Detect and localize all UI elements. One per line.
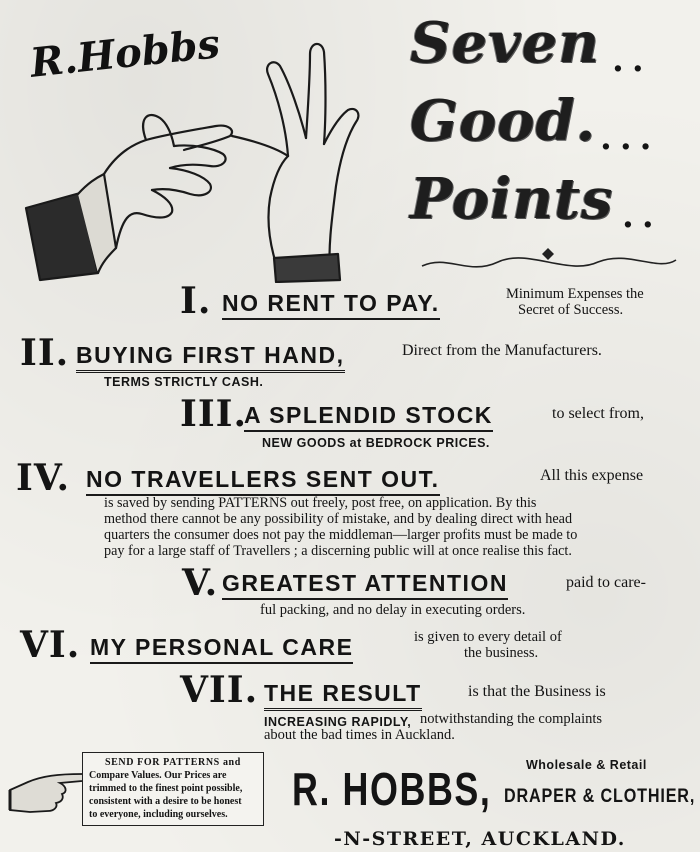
point-1-heading: NO RENT TO PAY. [222,290,440,320]
point-4-side: All this expense [540,467,644,484]
title-seven: Seven [410,10,600,76]
point-7-numeral: VII. [180,669,259,711]
title-points: Points [410,166,614,232]
point-2-sub: TERMS STRICTLY CASH. [104,375,264,389]
point-2-heading: BUYING FIRST HAND, [76,342,345,373]
point-6-numeral: VI. [20,624,81,666]
signature: R.Hobbs [28,20,223,87]
point-7-heading: THE RESULT [264,680,422,711]
point-4-heading: NO TRAVELLERS SENT OUT. [86,466,440,496]
point-1-side-line2: Secret of Success. [518,302,624,318]
point-3-side: to select from, [552,405,644,422]
point-7-sub1b: notwithstanding the complaints [420,711,603,727]
point-3-sub: NEW GOODS at BEDROCK PRICES. [262,436,490,450]
footer-business-name: R. HOBBS, [292,763,492,815]
box-line-4: consistent with a desire to be honest [89,796,242,807]
title-flourish [418,248,680,278]
point-4-numeral: IV. [16,457,71,499]
point-4-body-line3: quarters the consumer does not pay the middleman—larger profits must be made to [104,527,578,543]
point-5-sub: ful packing, and no delay in executing orders. [260,602,526,618]
point-4-body-line1: is saved by sending PATTERNS out freely, post free, on application. By this [104,495,537,511]
send-for-patterns-box [82,752,264,826]
point-2-numeral: II. [20,332,70,374]
footer-trade: DRAPER & CLOTHIER, [504,786,696,807]
point-5-heading: GREATEST ATTENTION [222,570,508,600]
point-6-side-line1: is given to every detail of [414,629,562,645]
point-5-numeral: V. [182,562,219,604]
point-2-side: Direct from the Manufacturers. [402,342,602,359]
point-7-sub1: INCREASING RAPIDLY, [264,715,412,729]
title-dots-2: ... [600,118,660,158]
point-6-heading: MY PERSONAL CARE [90,634,353,664]
point-7-sub2: about the bad times in Auckland. [264,727,455,743]
point-6-side-line2: the business. [464,645,539,661]
box-line-5: to everyone, including ourselves. [89,809,228,820]
point-4-body-line2: method there cannot be any possibility of mistake, and by dealing direct with head [104,511,573,527]
point-3-heading: A SPLENDID STOCK [244,402,493,432]
point-5-side: paid to care- [566,574,646,591]
footer-pointing-hand-icon [8,760,90,820]
point-1-side-line1: Minimum Expenses the [506,286,644,302]
title-dots-1: .. [612,40,652,80]
point-4-body-line4: pay for a large staff of Travellers ; a discerning public will at once realise this fact. [104,543,572,559]
point-3-numeral: III. [180,393,248,435]
footer-street-address: -N-STREET, AUCKLAND. [334,828,626,850]
box-line-3: trimmed to the finest point possible, [89,783,243,794]
footer-wholesale-retail: Wholesale & Retail [526,758,647,772]
point-1-numeral: I. [180,280,212,322]
title-good: Good. [410,88,597,154]
point-7-side: is that the Business is [468,683,606,700]
box-line-1: SEND FOR PATTERNS and [105,757,241,768]
title-dots-3: .. [622,196,662,236]
box-line-2: Compare Values. Our Prices are [89,770,227,781]
